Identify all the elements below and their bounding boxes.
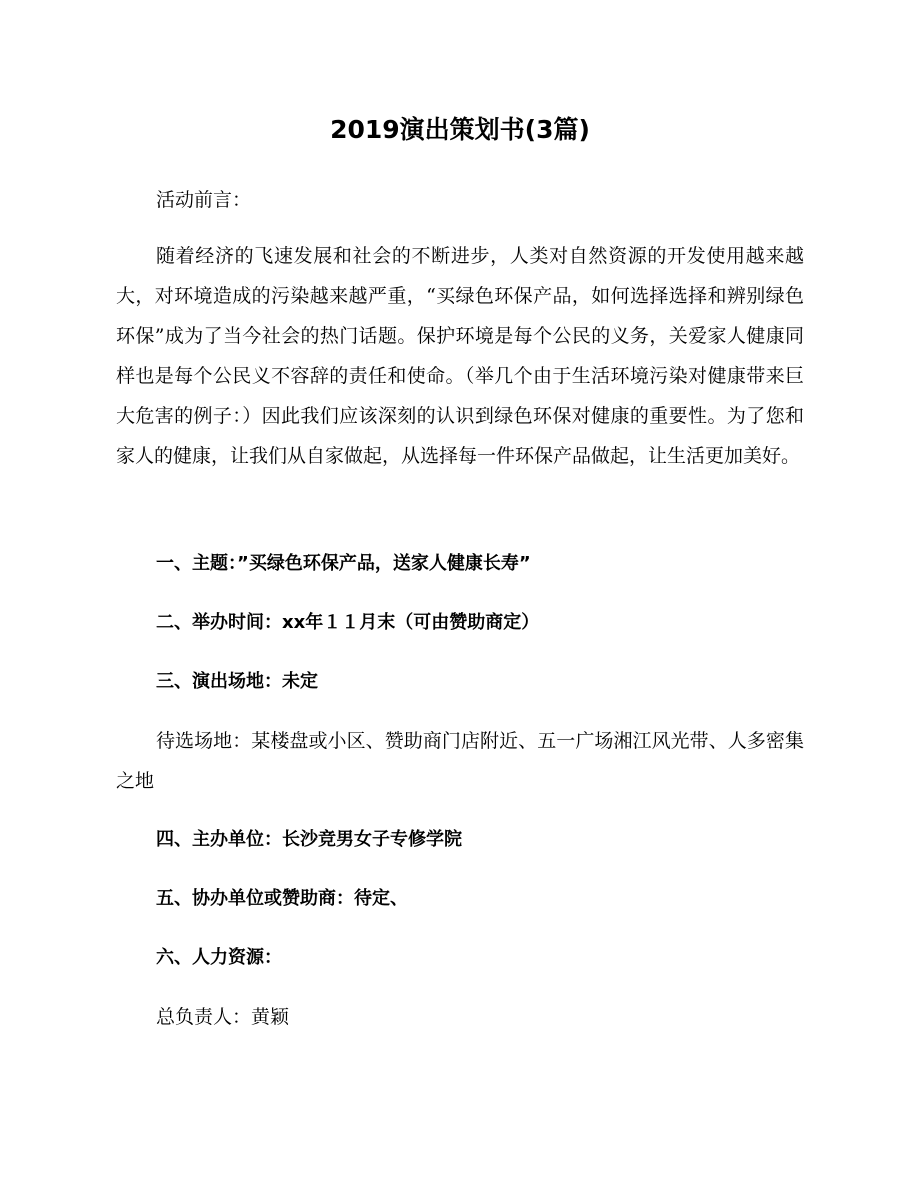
section-venue-heading: 三、演出场地：未定 — [156, 671, 318, 692]
document-title: 2019演出策划书(3篇) — [330, 115, 590, 144]
intro-paragraph: 随着经济的飞速发展和社会的不断进步，人类对自然资源的开发使用越来越大，对环境造成的污染越来越严重，“买绿色环保产品，如何选择选择和辨别绿色环保”成为了当今社会的热门话题。保护环境是每个公民的义务，关爱家人健康同样也是每个公民义不容辞的责任和使命。（举几个由于生活环境污染对健康带来巨大危害的例子：）因此我们应该深刻的认识到绿色环保对健康的重要性。为了您和家人的健康，让我们从自家做起，从选择每一件环保产品做起，让生活更加美好。 — [116, 245, 804, 467]
venue-candidates-paragraph: 待选场地：某楼盘或小区、赞助商门店附近、五一广场湘江风光带、人多密集之地 — [116, 730, 804, 792]
section-co-organizer-heading: 五、协办单位或赞助商：待定、 — [156, 888, 408, 909]
section-time-heading: 二、举办时间：xx年１１月末（可由赞助商定） — [156, 612, 540, 633]
intro-label: 活动前言： — [156, 189, 252, 211]
section-organizer-heading: 四、主办单位：长沙竞男女子专修学院 — [156, 829, 462, 850]
section-theme-heading: 一、主题：”买绿色环保产品，送家人健康长寿” — [156, 553, 531, 574]
section-hr-heading: 六、人力资源： — [156, 947, 282, 968]
lead-person-paragraph: 总负责人：黄颖 — [156, 1006, 290, 1028]
